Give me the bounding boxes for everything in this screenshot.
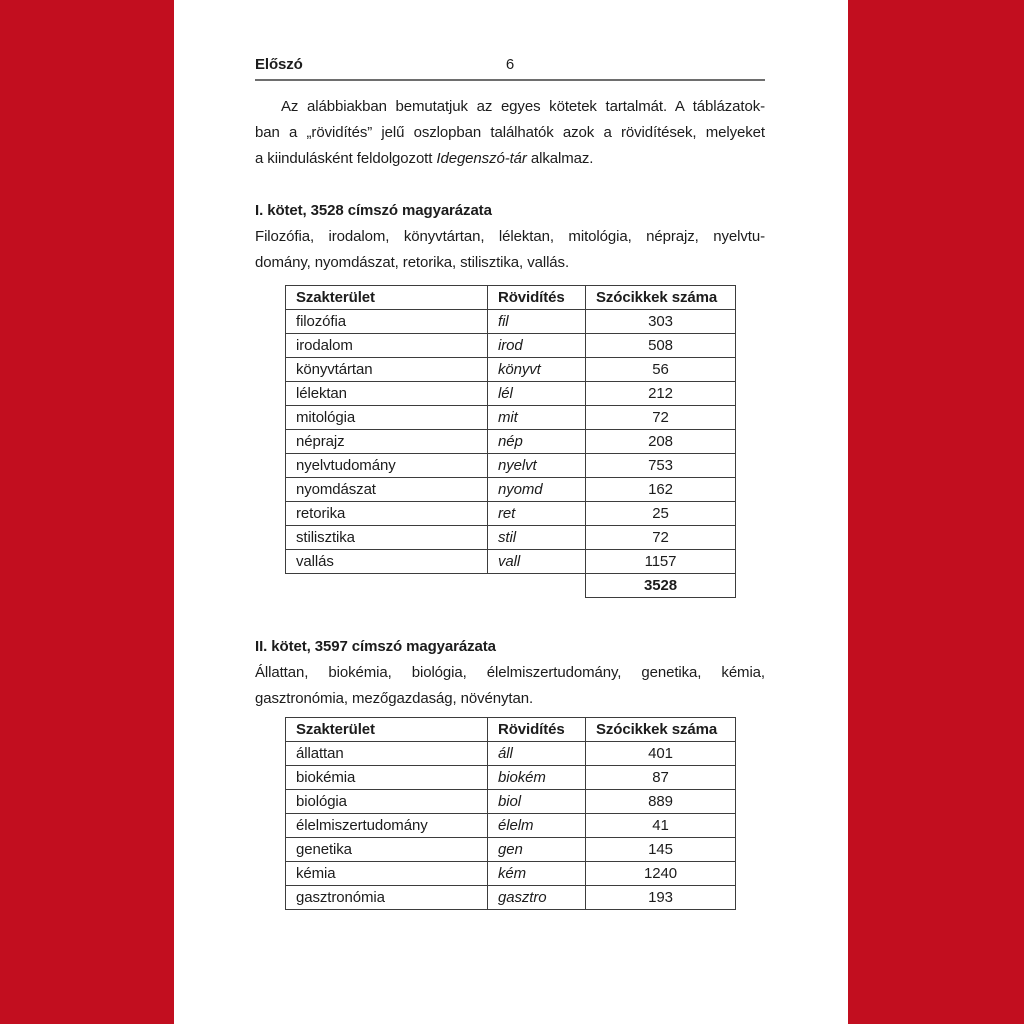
count-cell: 25 [586, 502, 736, 526]
volume2-table [285, 717, 736, 910]
table-row [286, 358, 736, 382]
abbreviation-cell: nép [488, 430, 586, 454]
count-cell: 162 [586, 478, 736, 502]
column-header: Rövidítés [488, 718, 586, 742]
right-red-band [848, 0, 1024, 1024]
abbreviation-cell: kém [488, 862, 586, 886]
volume1-heading: I. kötet, 3528 címszó magyarázata [255, 202, 492, 219]
table-row [286, 430, 736, 454]
count-cell: 1240 [586, 862, 736, 886]
abbreviation-cell: irod [488, 334, 586, 358]
table-row [286, 526, 736, 550]
column-header: Szakterület [286, 718, 488, 742]
volume2-table-wrap [285, 717, 765, 910]
field-cell: könyvtártan [286, 358, 488, 382]
abbreviation-cell: gen [488, 838, 586, 862]
table-row [286, 814, 736, 838]
count-cell: 87 [586, 766, 736, 790]
abbreviation-cell: gasztro [488, 886, 586, 910]
abbreviation-cell: könyvt [488, 358, 586, 382]
volume1-table-wrap [285, 285, 765, 598]
field-cell: biológia [286, 790, 488, 814]
count-cell: 508 [586, 334, 736, 358]
volume2-desc-line-2: gasztronómia, mezőgazdaság, növénytan. [255, 690, 534, 707]
table-row [286, 862, 736, 886]
count-cell: 889 [586, 790, 736, 814]
table-row [286, 406, 736, 430]
count-cell: 212 [586, 382, 736, 406]
empty-cell [488, 574, 586, 598]
table-row [286, 886, 736, 910]
count-cell: 193 [586, 886, 736, 910]
running-header [255, 56, 765, 81]
field-cell: biokémia [286, 766, 488, 790]
book-title-italic: Idegenszó-tár [436, 150, 527, 167]
empty-cell [286, 574, 488, 598]
intro-line-3 [255, 146, 765, 172]
field-cell: stilisztika [286, 526, 488, 550]
abbreviation-cell: élelm [488, 814, 586, 838]
left-red-band [0, 0, 174, 1024]
abbreviation-cell: biokém [488, 766, 586, 790]
column-header: Szócikkek száma [586, 718, 736, 742]
field-cell: állattan [286, 742, 488, 766]
page-content [255, 0, 765, 910]
field-cell: mitológia [286, 406, 488, 430]
abbreviation-cell: áll [488, 742, 586, 766]
abbreviation-cell: fil [488, 310, 586, 334]
field-cell: nyomdászat [286, 478, 488, 502]
page-number: 6 [505, 56, 515, 73]
volume2-heading: II. kötet, 3597 címszó magyarázata [255, 638, 496, 655]
abbreviation-cell: nyomd [488, 478, 586, 502]
intro-line-3-end: alkalmaz. [526, 150, 594, 167]
table-row [286, 454, 736, 478]
count-cell: 401 [586, 742, 736, 766]
table-row [286, 766, 736, 790]
column-header: Szócikkek száma [586, 286, 736, 310]
chapter-title: Előszó [255, 56, 303, 73]
volume2-desc-line-1: Állattan, biokémia, biológia, élelmiszertudomány, genetika, kémia, [255, 664, 765, 681]
table-row [286, 310, 736, 334]
abbreviation-cell: ret [488, 502, 586, 526]
field-cell: kémia [286, 862, 488, 886]
total-count-cell: 3528 [586, 574, 736, 598]
table-header-row [286, 718, 736, 742]
volume1-description [255, 224, 765, 276]
count-cell: 72 [586, 526, 736, 550]
count-cell: 72 [586, 406, 736, 430]
abbreviation-cell: lél [488, 382, 586, 406]
table-row [286, 334, 736, 358]
table-header-row [286, 286, 736, 310]
intro-line-2: ban a „rövidítés” jelű oszlopban találhatók azok a rövidítések, melyeket [255, 124, 765, 141]
table-row [286, 502, 736, 526]
count-cell: 56 [586, 358, 736, 382]
count-cell: 41 [586, 814, 736, 838]
abbreviation-cell: vall [488, 550, 586, 574]
column-header: Rövidítés [488, 286, 586, 310]
count-cell: 208 [586, 430, 736, 454]
column-header: Szakterület [286, 286, 488, 310]
total-row [286, 574, 736, 598]
field-cell: élelmiszertudomány [286, 814, 488, 838]
intro-line-1: Az alábbiakban bemutatjuk az egyes kötetek tartalmát. A táblázatok- [281, 98, 765, 115]
table-row [286, 478, 736, 502]
abbreviation-cell: biol [488, 790, 586, 814]
field-cell: néprajz [286, 430, 488, 454]
table-row [286, 550, 736, 574]
count-cell: 303 [586, 310, 736, 334]
table-row [286, 838, 736, 862]
table-row [286, 742, 736, 766]
count-cell: 753 [586, 454, 736, 478]
field-cell: irodalom [286, 334, 488, 358]
field-cell: filozófia [286, 310, 488, 334]
volume1-desc-line-2: domány, nyomdászat, retorika, stilisztika, vallás. [255, 254, 570, 271]
field-cell: nyelvtudomány [286, 454, 488, 478]
field-cell: retorika [286, 502, 488, 526]
field-cell: genetika [286, 838, 488, 862]
count-cell: 145 [586, 838, 736, 862]
abbreviation-cell: stil [488, 526, 586, 550]
table-row [286, 790, 736, 814]
field-cell: vallás [286, 550, 488, 574]
volume1-table [285, 285, 736, 598]
volume2-description [255, 660, 765, 712]
field-cell: lélektan [286, 382, 488, 406]
table-row [286, 382, 736, 406]
count-cell: 1157 [586, 550, 736, 574]
intro-paragraph [255, 94, 765, 172]
abbreviation-cell: nyelvt [488, 454, 586, 478]
abbreviation-cell: mit [488, 406, 586, 430]
volume1-desc-line-1: Filozófia, irodalom, könyvtártan, lélektan, mitológia, néprajz, nyelvtu- [255, 228, 765, 245]
intro-line-3-text: a kiindulásként feldolgozott [255, 150, 437, 167]
field-cell: gasztronómia [286, 886, 488, 910]
